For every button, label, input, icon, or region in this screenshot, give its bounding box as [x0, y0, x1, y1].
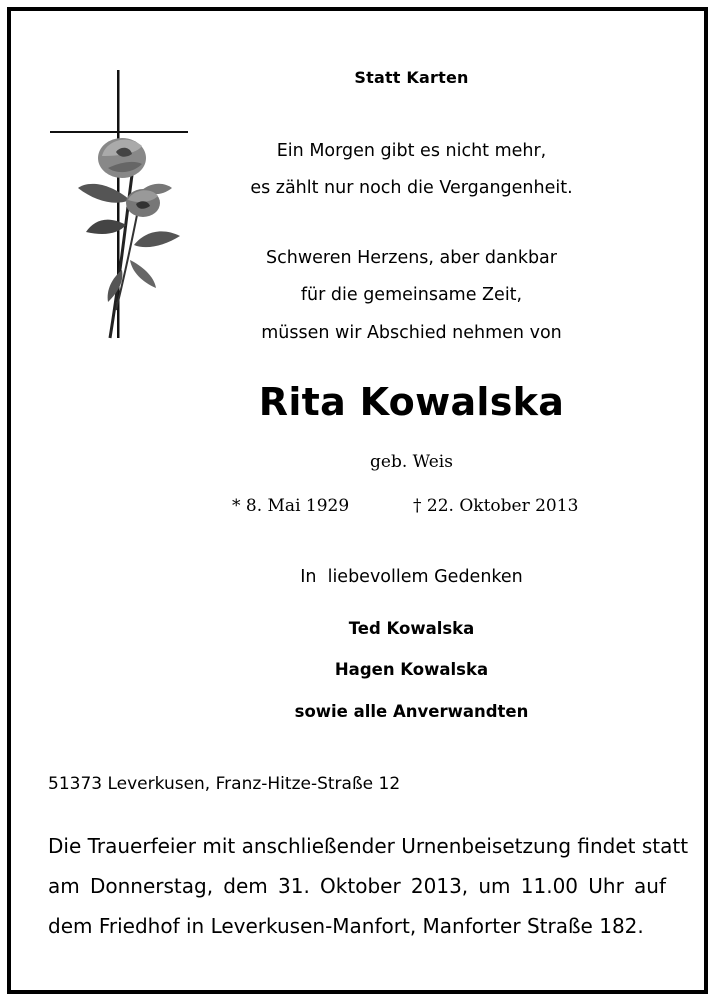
birth-date: * 8. Mai 1929 — [232, 496, 350, 516]
verse-line: für die gemeinsame Zeit, — [300, 285, 523, 305]
mourner-name: sowie alle Anverwandten — [294, 702, 529, 721]
verse-line: Ein Morgen gibt es nicht mehr, — [276, 141, 547, 161]
verse-line: Schweren Herzens, aber dankbar — [266, 248, 557, 268]
mourner-name: Hagen Kowalska — [334, 660, 489, 679]
funeral-notice-line: am Donnerstag, dem 31. Oktober 2013, um 11.00 Uhr auf — [48, 874, 666, 898]
funeral-notice — [48, 826, 689, 946]
death-date: † 22. Oktober 2013 — [413, 496, 579, 516]
verse-line: es zählt nur noch die Vergangenheit. — [250, 178, 573, 198]
maiden-name: geb. Weis — [370, 452, 453, 472]
memory-line: In liebevollem Gedenken — [300, 567, 523, 587]
deceased-name: Rita Kowalska — [258, 380, 565, 424]
mourner-name: Ted Kowalska — [348, 619, 475, 638]
verse-line: müssen wir Abschied nehmen von — [261, 323, 562, 343]
family-address: 51373 Leverkusen, Franz-Hitze-Straße 12 — [48, 774, 401, 794]
funeral-notice-line: Die Trauerfeier mit anschließender Urnenbeisetzung findet statt — [48, 834, 689, 858]
funeral-notice-line: dem Friedhof in Leverkusen-Manfort, Manforter Straße 182. — [48, 914, 644, 938]
heading: Statt Karten — [354, 68, 469, 87]
